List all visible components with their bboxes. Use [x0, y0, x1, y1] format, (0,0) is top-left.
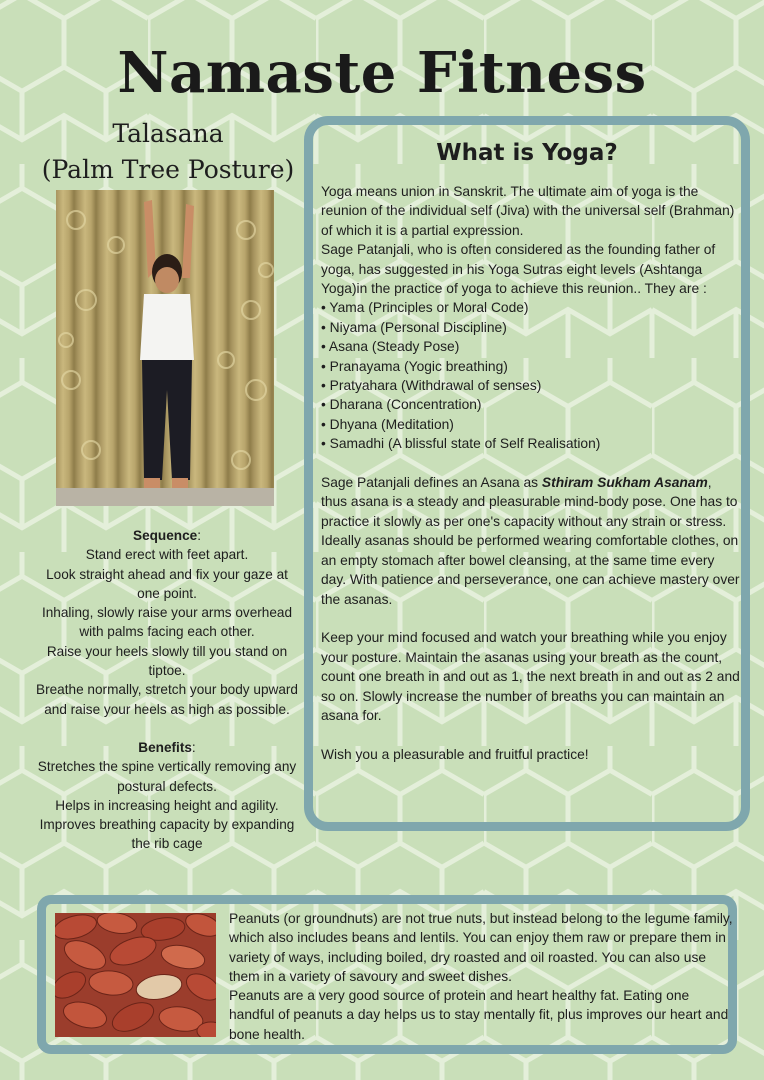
- list-item: • Dharana (Concentration): [321, 395, 741, 414]
- pose-subtitle: (Palm Tree Posture): [41, 155, 295, 184]
- breathing-paragraph: Keep your mind focused and watch your breathing while you enjoy your posture. Maintain the asanas using your breath as the count, count one breath in and out as 1, the next breath in and out as 2 and so on. Slowly increase the number of breaths you can maintain an asana for.: [321, 630, 740, 723]
- sequence-step: Look straight ahead and fix your gaze at one point.: [46, 566, 288, 601]
- ashtanga-limbs-list: [321, 298, 741, 453]
- list-item: • Pranayama (Yogic breathing): [321, 357, 741, 376]
- list-item: • Samadhi (A blissful state of Self Realisation): [321, 434, 741, 453]
- sequence-heading: Sequence: [133, 528, 198, 543]
- pose-instructions: [36, 526, 298, 854]
- sequence-step: Stand erect with feet apart.: [85, 547, 249, 563]
- sequence-heading-line: Sequence:: [133, 528, 201, 543]
- asana-definition: Sage Patanjali defines an Asana as Sthiram Sukham Asanam, thus asana is a steady and pleasurable mind-body pose. One has to practice it slowly as per one's capacity without any strain or stress.: [321, 475, 738, 529]
- sequence-step: Inhaling, slowly raise your arms overhead with palms facing each other.: [41, 605, 293, 640]
- yoga-intro: Yoga means union in Sanskrit. The ultimate aim of yoga is the reunion of the individual self (Jiva) with the universal self (Brahman) of which it is a partial expression.: [321, 184, 735, 238]
- peanut-description: [229, 909, 735, 1044]
- pose-name: Talasana: [112, 119, 224, 148]
- patanjali-paragraph: Sage Patanjali, who is often considered as the founding father of yoga, has suggested in his Yoga Sutras eight levels (Ashtanga Yoga)in the practice of yoga to achieve this reunion.. They are :: [321, 242, 716, 297]
- benefit-item: Improves breathing capacity by expanding the rib cage: [39, 817, 295, 852]
- list-item: • Dhyana (Meditation): [321, 415, 741, 434]
- list-item: • Asana (Steady Pose): [321, 337, 741, 356]
- peanut-paragraph-2: Peanuts are a very good source of protein and heart healthy fat. Eating one handful of peanuts a day helps us to stay mentally fit, plus improves our heart and bone health.: [229, 988, 729, 1042]
- asana-guidance: Ideally asanas should be performed wearing comfortable clothes, on an empty stomach after bowel cleansing, at the same time every day. With patience and perseverance, one can achieve mastery over the asanas.: [321, 533, 740, 607]
- benefits-heading-line: Benefits:: [138, 739, 196, 755]
- benefits-heading: Benefits: [138, 739, 192, 755]
- what-is-yoga-heading: What is Yoga?: [436, 140, 618, 166]
- boy-palm-tree-pose-image: [56, 190, 274, 506]
- what-is-yoga-body: [321, 182, 741, 764]
- closing-wish: Wish you a pleasurable and fruitful practice!: [321, 746, 589, 762]
- sequence-step: Breathe normally, stretch your body upward and raise your heels as high as possible.: [36, 682, 298, 717]
- asana-sanskrit-term: Sthiram Sukham Asanam: [541, 475, 708, 491]
- page-title: Namaste Fitness: [117, 40, 647, 106]
- benefit-item: Helps in increasing height and agility.: [55, 797, 279, 813]
- list-item: • Yama (Principles or Moral Code): [321, 298, 741, 317]
- pose-photo: [56, 190, 274, 506]
- sequence-step: Raise your heels slowly till you stand on tiptoe.: [46, 643, 288, 679]
- peanuts-photo: [55, 913, 216, 1037]
- peanut-paragraph-1: Peanuts (or groundnuts) are not true nuts, but instead belong to the legume family, which also includes beans and lentils. You can enjoy them raw or prepare them in variety of ways, including boiled, dry roasted and oil roasted. You can also use them in a variety of savoury and sweet dishes.: [229, 911, 733, 984]
- list-item: • Pratyahara (Withdrawal of senses): [321, 376, 741, 395]
- list-item: • Niyama (Personal Discipline): [321, 318, 741, 337]
- pose-title: [20, 116, 316, 188]
- peanuts-image: [55, 913, 216, 1037]
- benefit-item: Stretches the spine vertically removing any postural defects.: [37, 759, 297, 794]
